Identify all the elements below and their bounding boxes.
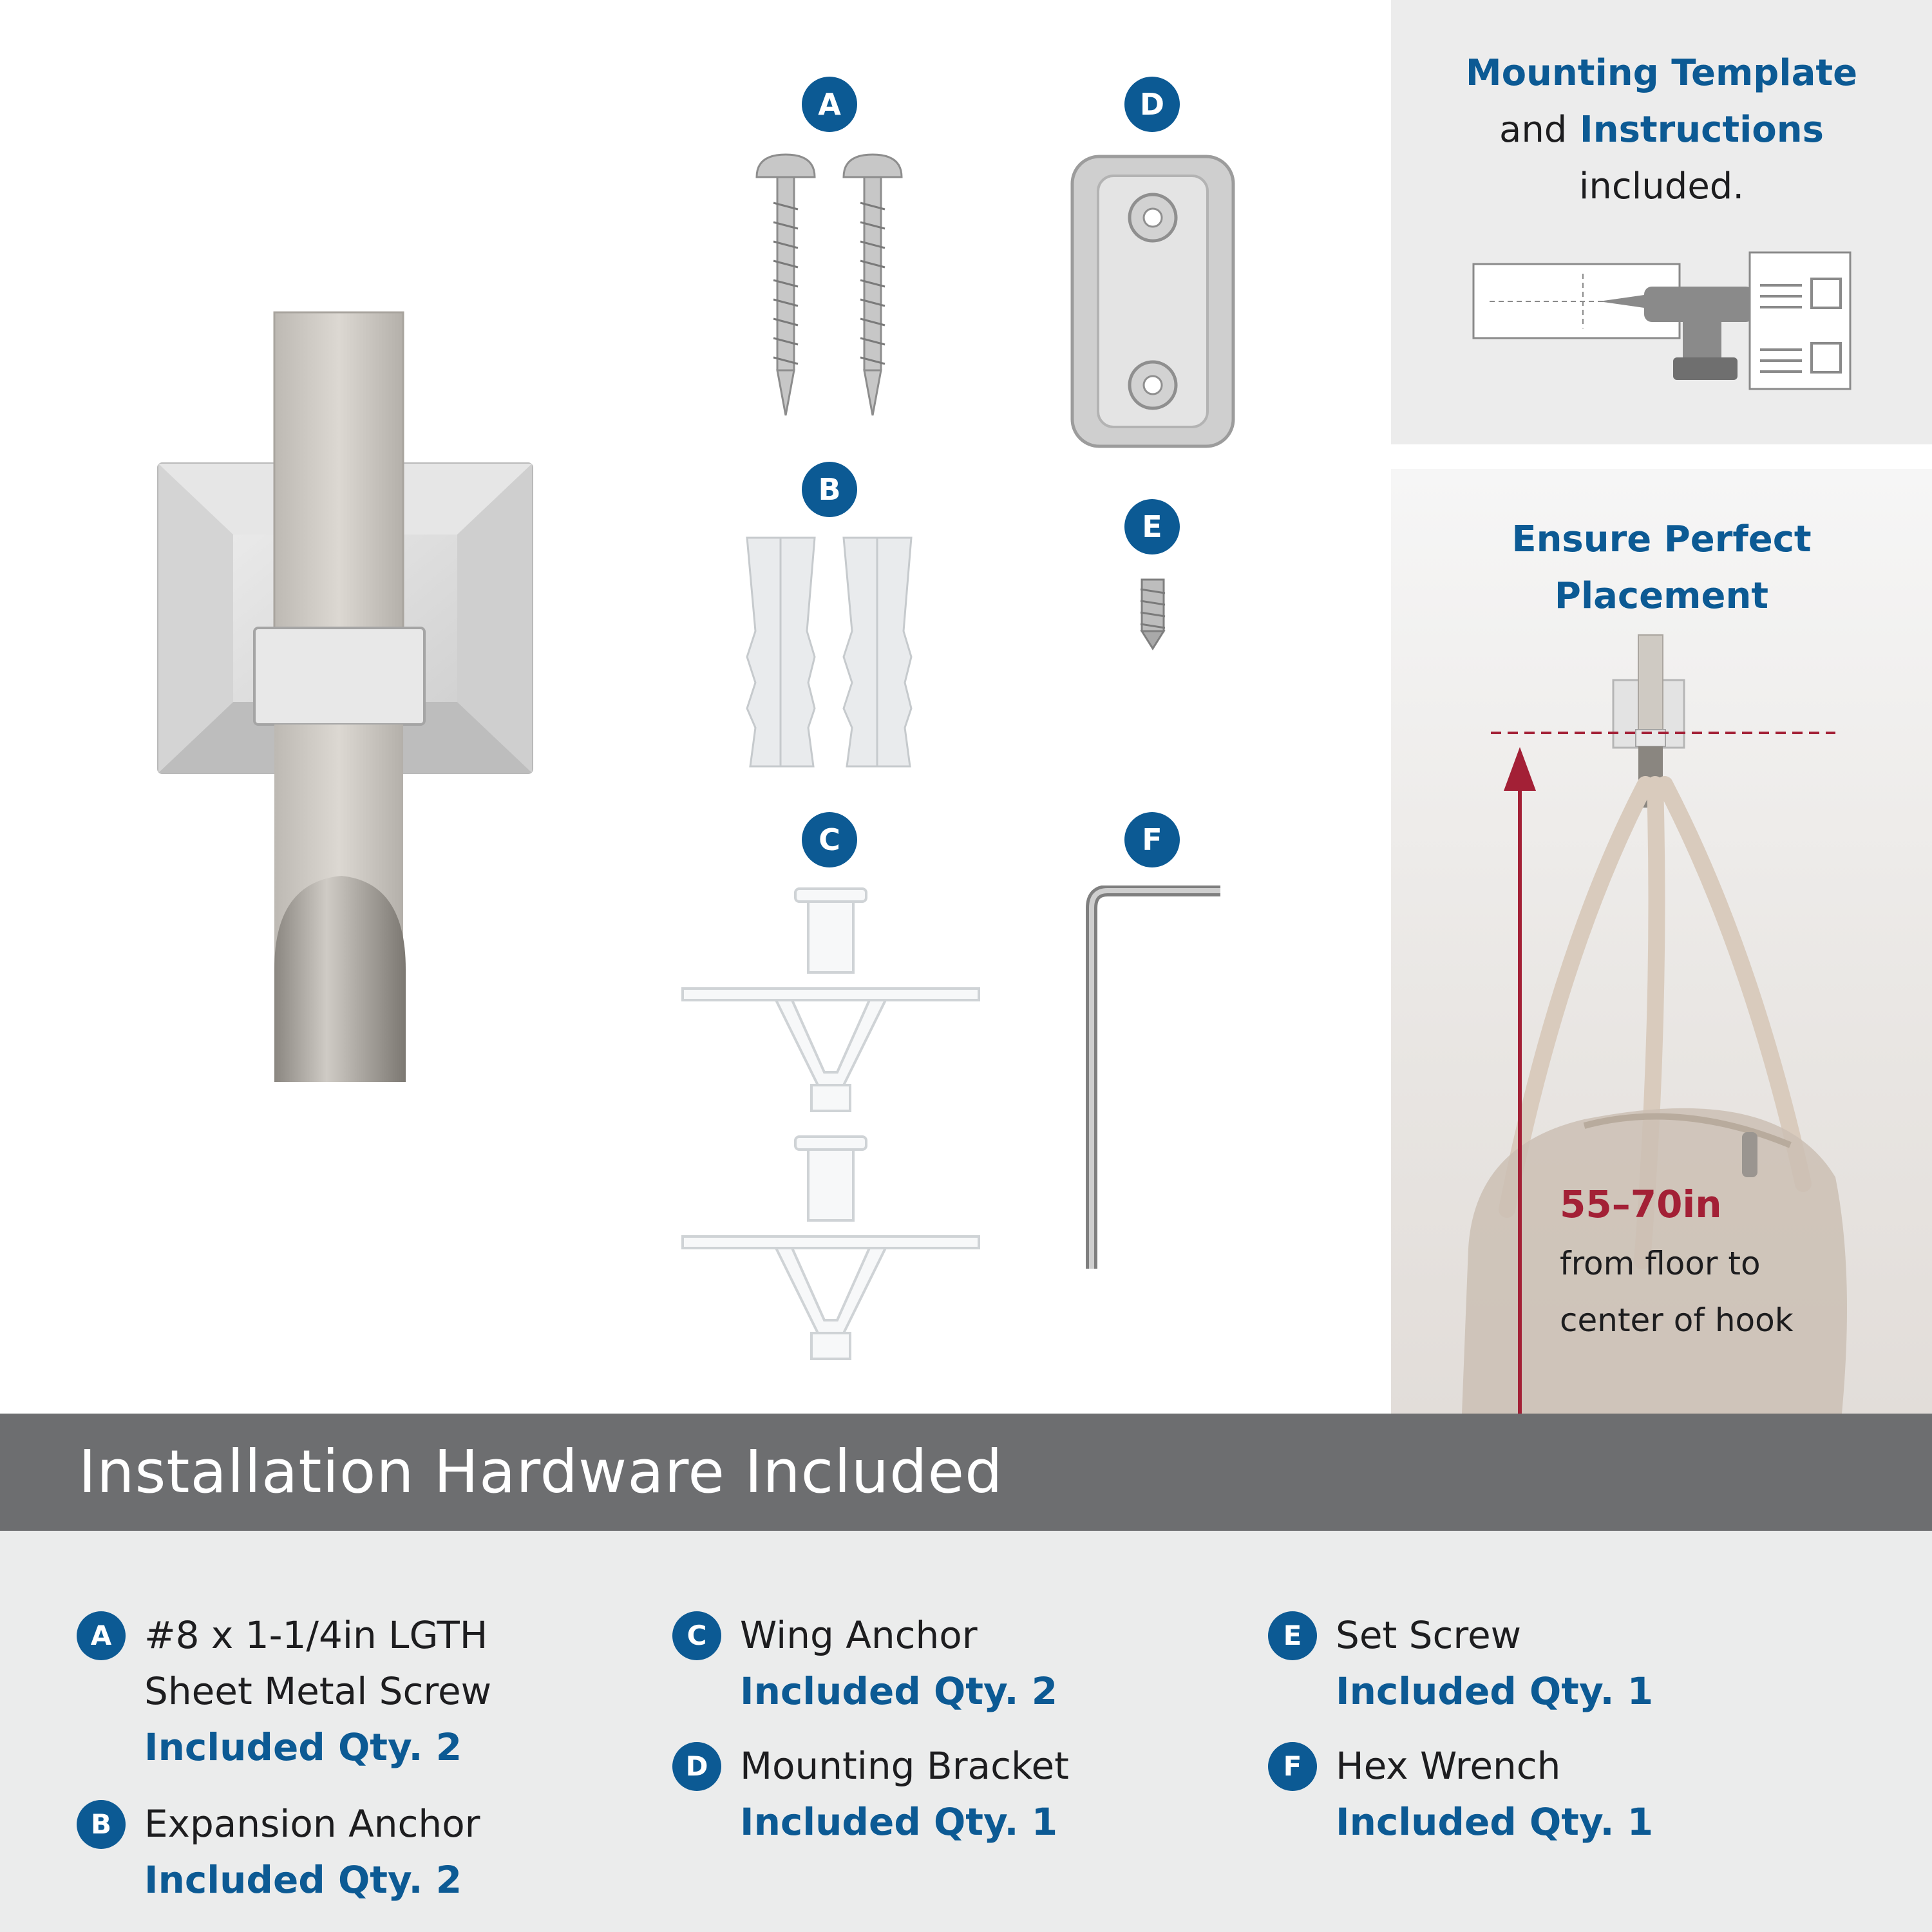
- part-a-badge: A: [802, 77, 857, 132]
- part-e-badge: E: [1124, 499, 1180, 554]
- template-instructions-text: Instructions: [1579, 109, 1824, 151]
- list-item-d-text: [740, 1738, 1268, 1850]
- list-item-d-qty: Included Qty. 1: [740, 1800, 1058, 1844]
- part-c-badge: C: [802, 812, 857, 867]
- list-item-b-badge: B: [77, 1800, 126, 1849]
- list-item-b-qty: Included Qty. 2: [144, 1858, 462, 1902]
- mounting-template-panel: [1391, 0, 1932, 444]
- robe-hook-product-image: [148, 303, 547, 1095]
- template-line2: [1391, 102, 1932, 158]
- list-item-f-qty: Included Qty. 1: [1336, 1800, 1654, 1844]
- list-item-e-name: Set Screw: [1336, 1613, 1522, 1657]
- part-b-badge: B: [802, 462, 857, 517]
- list-item-e-qty: Included Qty. 1: [1336, 1669, 1654, 1713]
- list-item-a-text: [144, 1607, 672, 1776]
- list-item-e-badge: E: [1268, 1611, 1317, 1660]
- list-item-d-badge: D: [672, 1742, 721, 1791]
- list-item-a-name-line1: #8 x 1-1/4in LGTH: [144, 1613, 488, 1657]
- list-item-c-qty: Included Qty. 2: [740, 1669, 1058, 1713]
- hardware-list: [0, 1531, 1932, 1932]
- installation-banner: [0, 1414, 1932, 1531]
- list-item-b-name: Expansion Anchor: [144, 1802, 480, 1846]
- list-item-d-name: Mounting Bracket: [740, 1744, 1069, 1788]
- placement-note-line2: center of hook: [1560, 1302, 1794, 1339]
- hex-wrench-image: [1082, 886, 1224, 1272]
- template-and-text: and: [1499, 109, 1567, 151]
- height-range-label: 55–70in: [1560, 1182, 1722, 1226]
- instructions-document-icon: [1747, 250, 1853, 392]
- banner-title: Installation Hardware Included: [79, 1437, 1003, 1506]
- part-f-badge: F: [1124, 812, 1180, 867]
- list-item-e-text: [1336, 1607, 1864, 1719]
- placement-note-line1: from floor to: [1560, 1245, 1761, 1282]
- template-included-text: included.: [1578, 166, 1745, 207]
- list-item-c-badge: C: [672, 1611, 721, 1660]
- list-item-f-name: Hex Wrench: [1336, 1744, 1561, 1788]
- list-item-f-text: [1336, 1738, 1864, 1850]
- list-item-b-text: [144, 1796, 672, 1908]
- list-item-c-name: Wing Anchor: [740, 1613, 978, 1657]
- placement-panel: [1391, 469, 1932, 1414]
- list-item-a-qty: Included Qty. 2: [144, 1725, 462, 1769]
- list-item-a-name-line2: Sheet Metal Screw: [144, 1669, 492, 1713]
- sheet-metal-screws-image: [750, 151, 911, 422]
- mounting-bracket-image: [1069, 153, 1236, 450]
- wing-anchors-image: [679, 886, 982, 1362]
- expansion-anchors-image: [737, 535, 931, 773]
- list-item-a-badge: A: [77, 1611, 126, 1660]
- part-d-badge: D: [1124, 77, 1180, 132]
- list-item-c-text: [740, 1607, 1268, 1719]
- list-item-f-badge: F: [1268, 1742, 1317, 1791]
- template-title: Mounting Template: [1465, 52, 1858, 94]
- placement-title-line2: Placement: [1554, 575, 1769, 617]
- placement-title-line1: Ensure Perfect: [1511, 518, 1812, 560]
- set-screw-image: [1137, 576, 1169, 650]
